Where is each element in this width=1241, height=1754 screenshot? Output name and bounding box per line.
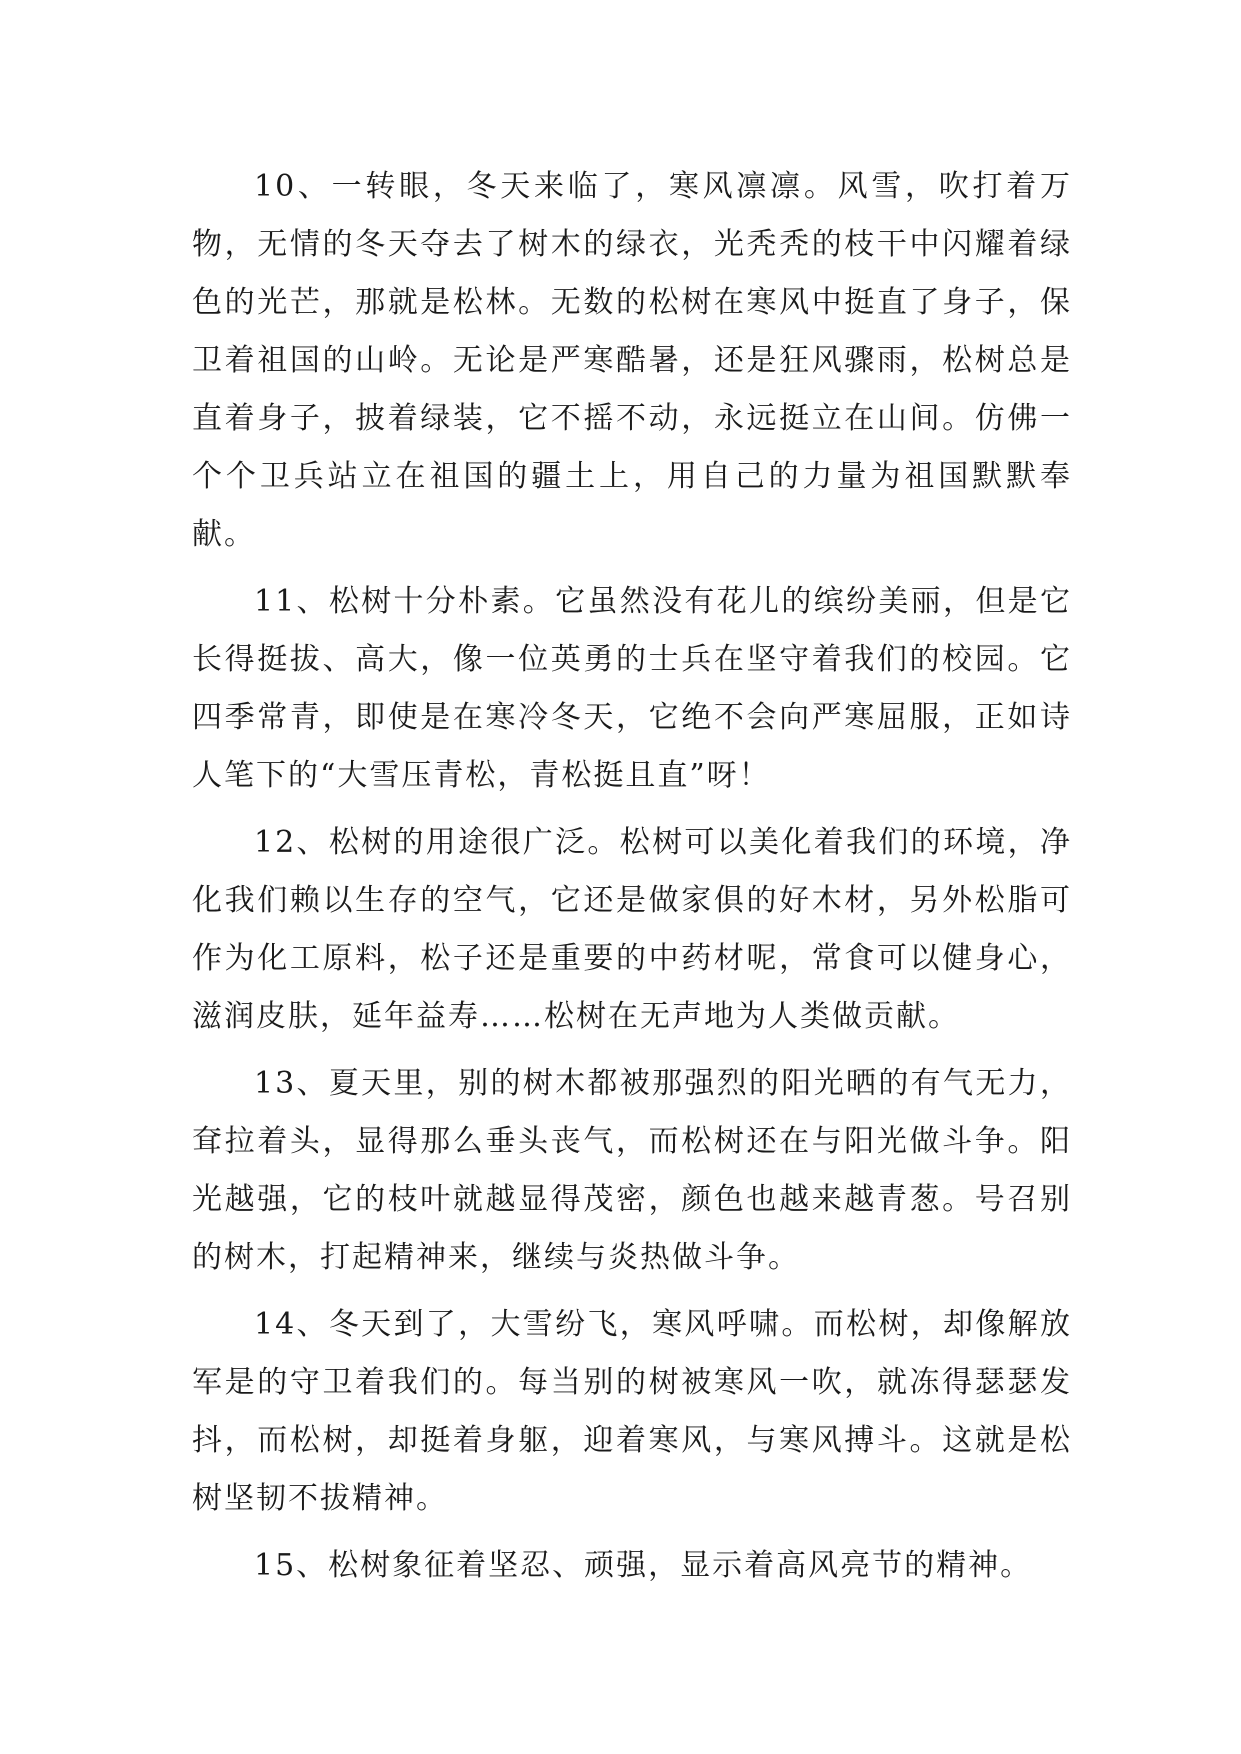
paragraph-11: 11、松树十分朴素。它虽然没有花儿的缤纷美丽，但是它长得挺拔、高大，像一位英勇的士兵在坚守着我们的校园。它四季常青，即使是在寒冷冬天，它绝不会向严寒屈服，正如诗人笔下的“大雪压青松，青松挺且直”呀！: [192, 584, 1072, 793]
paragraph-10: 10、一转眼，冬天来临了，寒风凛凛。风雪，吹打着万物，无情的冬天夺去了树木的绿衣，光秃秃的枝干中闪耀着绿色的光芒，那就是松林。无数的松树在寒风中挺直了身子，保卫着祖国的山岭。无论是严寒酷暑，还是狂风骤雨，松树总是直着身子，披着绿装，它不摇不动，永远挺立在山间。仿佛一个个卫兵站立在祖国的疆土上，用自己的力量为祖国默默奉献。: [192, 169, 1072, 552]
paragraph-12: 12、松树的用途很广泛。松树可以美化着我们的环境，净化我们赖以生存的空气，它还是做家俱的好木材，另外松脂可作为化工原料，松子还是重要的中药材呢，常食可以健身心，滋润皮肤，延年益寿……松树在无声地为人类做贡献。: [192, 825, 1072, 1034]
paragraph-13: 13、夏天里，别的树木都被那强烈的阳光晒的有气无力，耷拉着头，显得那么垂头丧气，而松树还在与阳光做斗争。阳光越强，它的枝叶就越显得茂密，颜色也越来越青葱。号召别的树木，打起精神来，继续与炎热做斗争。: [192, 1066, 1072, 1275]
paragraph-15: 15、松树象征着坚忍、顽强，显示着高风亮节的精神。: [254, 1548, 1033, 1583]
document-body: [192, 158, 1072, 1595]
paragraph-14: 14、冬天到了，大雪纷飞，寒风呼啸。而松树，却像解放军是的守卫着我们的。每当别的树被寒风一吹，就冻得瑟瑟发抖，而松树，却挺着身躯，迎着寒风，与寒风搏斗。这就是松树坚韧不拔精神。: [192, 1307, 1072, 1516]
